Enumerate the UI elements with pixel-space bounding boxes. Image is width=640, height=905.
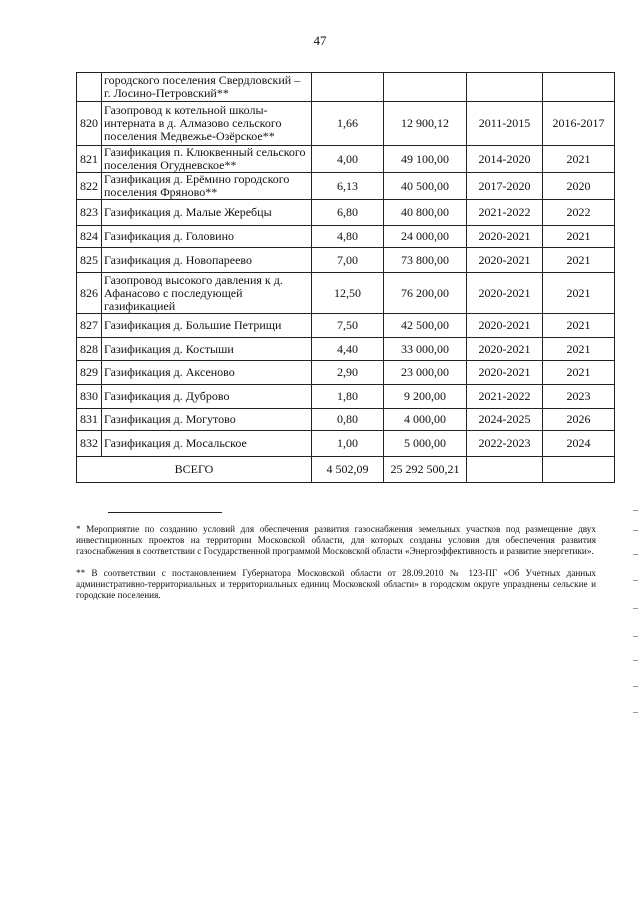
object-name: Газификация д. Новопареево — [102, 248, 312, 273]
footnote-2: ** В соответствии с постановлением Губернатора Московской области от 28.09.2010 № 123-ПГ «Об Учетных данных административно-территориальных и территориальных единиц Московской области» в городском округе упразднены сельские и городские поселения. — [76, 568, 596, 600]
table-row — [77, 314, 615, 338]
object-name: Газификация д. Ерёмино городского поселения Фряново** — [102, 173, 312, 200]
construction-period: 2021-2022 — [467, 200, 543, 226]
total-cost: 25 292 500,21 — [384, 457, 467, 483]
footnote-separator — [108, 512, 222, 513]
construction-period: 2020-2021 — [467, 338, 543, 361]
table-row — [77, 338, 615, 361]
table-row — [77, 431, 615, 457]
commissioning-year: 2021 — [543, 248, 615, 273]
commissioning-year: 2021 — [543, 226, 615, 248]
commissioning-year: 2023 — [543, 385, 615, 409]
cost-value: 76 200,00 — [384, 273, 467, 314]
cost-value: 42 500,00 — [384, 314, 467, 338]
table-row — [77, 102, 615, 146]
table-row — [77, 248, 615, 273]
object-name: Газификация д. Аксеново — [102, 361, 312, 385]
cost-value: 23 000,00 — [384, 361, 467, 385]
cost-value: 73 800,00 — [384, 248, 467, 273]
construction-period: 2020-2021 — [467, 226, 543, 248]
total-period — [467, 457, 543, 483]
footnote-1: * Мероприятие по созданию условий для обеспечения развития газоснабжения земельных участков под размещение двух инвестиционных проектов на территории Московской области, для которых созданы условия для обеспечения развития газоснабжения в соответствии с Государственной программой Московской области «Энергоэффективность и развитие энергетики». — [76, 524, 596, 556]
row-number: 822 — [77, 173, 102, 200]
table-row — [77, 361, 615, 385]
construction-period: 2024-2025 — [467, 409, 543, 431]
commissioning-year: 2016-2017 — [543, 102, 615, 146]
row-number: 824 — [77, 226, 102, 248]
object-name: Газификация д. Малые Жеребцы — [102, 200, 312, 226]
commissioning-year: 2020 — [543, 173, 615, 200]
cost-value: 4 000,00 — [384, 409, 467, 431]
length-km: 4,40 — [312, 338, 384, 361]
commissioning-year — [543, 73, 615, 102]
row-number: 827 — [77, 314, 102, 338]
length-km: 12,50 — [312, 273, 384, 314]
length-km: 6,13 — [312, 173, 384, 200]
length-km: 0,80 — [312, 409, 384, 431]
length-km: 1,00 — [312, 431, 384, 457]
object-name: Газификация д. Мосальское — [102, 431, 312, 457]
table-row — [77, 226, 615, 248]
row-number: 828 — [77, 338, 102, 361]
length-km: 4,80 — [312, 226, 384, 248]
cost-value: 40 800,00 — [384, 200, 467, 226]
length-km: 1,66 — [312, 102, 384, 146]
cost-value — [384, 73, 467, 102]
object-name: Газопровод к котельной школы-интерната в д. Алмазово сельского поселения Медвежье-Озёрское** — [102, 102, 312, 146]
commissioning-year: 2026 — [543, 409, 615, 431]
object-name: Газификация п. Клюквенный сельского поселения Огудневское** — [102, 146, 312, 173]
page-number: 47 — [313, 33, 327, 48]
total-row — [77, 457, 615, 483]
total-label: ВСЕГО — [77, 457, 312, 483]
length-km — [312, 73, 384, 102]
commissioning-year: 2022 — [543, 200, 615, 226]
construction-period: 2020-2021 — [467, 314, 543, 338]
cost-value: 24 000,00 — [384, 226, 467, 248]
row-number: 831 — [77, 409, 102, 431]
total-length: 4 502,09 — [312, 457, 384, 483]
row-number: 832 — [77, 431, 102, 457]
cost-value: 40 500,00 — [384, 173, 467, 200]
row-number: 820 — [77, 102, 102, 146]
construction-period: 2020-2021 — [467, 248, 543, 273]
commissioning-year: 2021 — [543, 146, 615, 173]
construction-period: 2021-2022 — [467, 385, 543, 409]
construction-period: 2020-2021 — [467, 273, 543, 314]
table-row — [77, 146, 615, 173]
cost-value: 33 000,00 — [384, 338, 467, 361]
length-km: 4,00 — [312, 146, 384, 173]
row-number: 821 — [77, 146, 102, 173]
row-number: 826 — [77, 273, 102, 314]
row-number: 830 — [77, 385, 102, 409]
table-row — [77, 385, 615, 409]
row-number — [77, 73, 102, 102]
scan-margin-marks — [630, 510, 638, 740]
object-name: Газификация д. Могутово — [102, 409, 312, 431]
length-km: 1,80 — [312, 385, 384, 409]
object-name: Газопровод высокого давления к д. Афанасово с последующей газификацией — [102, 273, 312, 314]
construction-period: 2011-2015 — [467, 102, 543, 146]
table-row — [77, 73, 615, 102]
table-row — [77, 273, 615, 314]
table-row — [77, 173, 615, 200]
object-name: Газификация д. Костыши — [102, 338, 312, 361]
construction-period: 2014-2020 — [467, 146, 543, 173]
object-name: городского поселения Свердловский – г. Лосино-Петровский** — [102, 73, 312, 102]
total-year — [543, 457, 615, 483]
table-row — [77, 200, 615, 226]
footnotes — [76, 524, 596, 612]
length-km: 7,00 — [312, 248, 384, 273]
cost-value: 49 100,00 — [384, 146, 467, 173]
commissioning-year: 2021 — [543, 273, 615, 314]
construction-period — [467, 73, 543, 102]
cost-value: 5 000,00 — [384, 431, 467, 457]
object-name: Газификация д. Головино — [102, 226, 312, 248]
length-km: 7,50 — [312, 314, 384, 338]
row-number: 829 — [77, 361, 102, 385]
commissioning-year: 2021 — [543, 338, 615, 361]
length-km: 6,80 — [312, 200, 384, 226]
commissioning-year: 2021 — [543, 314, 615, 338]
table-body — [77, 73, 615, 483]
row-number: 825 — [77, 248, 102, 273]
object-name: Газификация д. Дуброво — [102, 385, 312, 409]
cost-value: 9 200,00 — [384, 385, 467, 409]
gasification-table — [76, 72, 615, 483]
length-km: 2,90 — [312, 361, 384, 385]
construction-period: 2017-2020 — [467, 173, 543, 200]
construction-period: 2022-2023 — [467, 431, 543, 457]
row-number: 823 — [77, 200, 102, 226]
construction-period: 2020-2021 — [467, 361, 543, 385]
cost-value: 12 900,12 — [384, 102, 467, 146]
object-name: Газификация д. Большие Петрищи — [102, 314, 312, 338]
commissioning-year: 2021 — [543, 361, 615, 385]
table-row — [77, 409, 615, 431]
commissioning-year: 2024 — [543, 431, 615, 457]
